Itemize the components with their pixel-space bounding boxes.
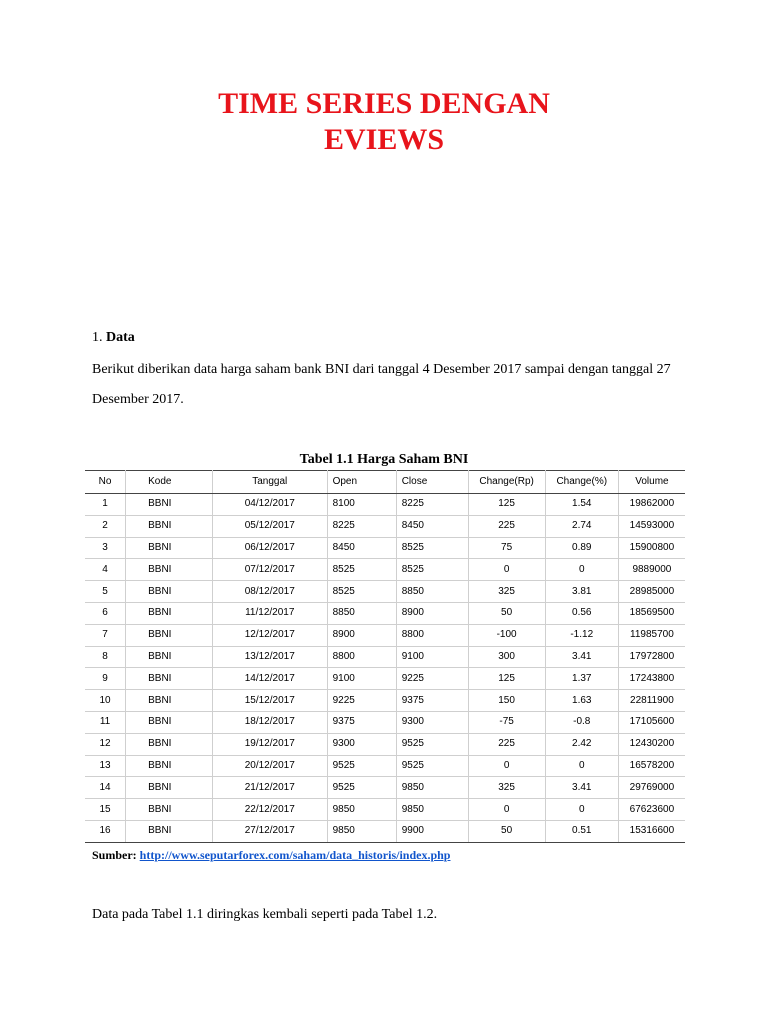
cell-kode: BBNI: [126, 602, 213, 624]
closing-paragraph: Data pada Tabel 1.1 diringkas kembali seperti pada Tabel 1.2.: [92, 907, 438, 922]
cell-tanggal: 13/12/2017: [212, 646, 327, 668]
cell-volume: 11985700: [618, 624, 685, 646]
cell-volume: 9889000: [618, 559, 685, 581]
table-caption: Tabel 1.1 Harga Saham BNI: [299, 452, 469, 467]
cell-close: 8800: [396, 624, 468, 646]
cell-no: 1: [85, 494, 126, 516]
cell-change-pct: 1.54: [545, 494, 618, 516]
cell-open: 9525: [327, 755, 396, 777]
source-link[interactable]: http://www.seputarforex.com/saham/data_historis/index.php: [139, 848, 451, 862]
cell-change-pct: -1.12: [545, 624, 618, 646]
table-row: [85, 494, 685, 516]
cell-tanggal: 15/12/2017: [212, 690, 327, 712]
table-header-row: [85, 471, 685, 494]
cell-open: 9300: [327, 733, 396, 755]
cell-tanggal: 14/12/2017: [212, 668, 327, 690]
cell-close: 8850: [396, 581, 468, 603]
cell-change-pct: 0: [545, 755, 618, 777]
cell-change-rp: 50: [468, 820, 545, 842]
cell-volume: 15316600: [618, 820, 685, 842]
cell-open: 9225: [327, 690, 396, 712]
header-change-rp: Change(Rp): [468, 471, 545, 494]
cell-change-rp: 225: [468, 515, 545, 537]
cell-open: 8800: [327, 646, 396, 668]
header-no: No: [85, 471, 126, 494]
cell-change-rp: 0: [468, 755, 545, 777]
intro-paragraph: Berikut diberikan data harga saham bank BNI dari tanggal 4 Desember 2017 sampai dengan tanggal 27 Desember 2017.: [92, 362, 671, 407]
cell-close: 9850: [396, 799, 468, 821]
cell-volume: 14593000: [618, 515, 685, 537]
cell-kode: BBNI: [126, 646, 213, 668]
cell-tanggal: 18/12/2017: [212, 711, 327, 733]
section-number: 1.: [92, 330, 103, 345]
cell-no: 15: [85, 799, 126, 821]
source-note: [92, 848, 450, 863]
cell-no: 5: [85, 581, 126, 603]
cell-tanggal: 04/12/2017: [212, 494, 327, 516]
stock-price-table: [85, 470, 685, 843]
cell-volume: 17105600: [618, 711, 685, 733]
cell-open: 8100: [327, 494, 396, 516]
cell-kode: BBNI: [126, 515, 213, 537]
table-row: [85, 668, 685, 690]
cell-tanggal: 12/12/2017: [212, 624, 327, 646]
cell-kode: BBNI: [126, 820, 213, 842]
cell-close: 8900: [396, 602, 468, 624]
cell-open: 8525: [327, 559, 396, 581]
cell-tanggal: 21/12/2017: [212, 777, 327, 799]
cell-volume: 29769000: [618, 777, 685, 799]
table-row: [85, 646, 685, 668]
cell-volume: 28985000: [618, 581, 685, 603]
cell-no: 6: [85, 602, 126, 624]
cell-open: 9850: [327, 820, 396, 842]
cell-change-rp: 125: [468, 668, 545, 690]
cell-tanggal: 27/12/2017: [212, 820, 327, 842]
cell-volume: 12430200: [618, 733, 685, 755]
cell-change-pct: 2.42: [545, 733, 618, 755]
cell-tanggal: 06/12/2017: [212, 537, 327, 559]
cell-change-pct: 2.74: [545, 515, 618, 537]
cell-close: 9375: [396, 690, 468, 712]
cell-no: 4: [85, 559, 126, 581]
cell-change-pct: 1.63: [545, 690, 618, 712]
table-row: [85, 690, 685, 712]
cell-change-rp: 325: [468, 581, 545, 603]
cell-kode: BBNI: [126, 799, 213, 821]
cell-no: 7: [85, 624, 126, 646]
cell-open: 8225: [327, 515, 396, 537]
cell-open: 9375: [327, 711, 396, 733]
cell-tanggal: 22/12/2017: [212, 799, 327, 821]
cell-kode: BBNI: [126, 581, 213, 603]
header-tanggal: Tanggal: [212, 471, 327, 494]
table-row: [85, 733, 685, 755]
cell-change-pct: -0.8: [545, 711, 618, 733]
cell-change-rp: 150: [468, 690, 545, 712]
cell-close: 8525: [396, 537, 468, 559]
cell-kode: BBNI: [126, 668, 213, 690]
cell-kode: BBNI: [126, 494, 213, 516]
cell-close: 9850: [396, 777, 468, 799]
table-row: [85, 537, 685, 559]
cell-volume: 67623600: [618, 799, 685, 821]
cell-close: 8450: [396, 515, 468, 537]
header-open: Open: [327, 471, 396, 494]
cell-tanggal: 20/12/2017: [212, 755, 327, 777]
table-row: [85, 820, 685, 842]
cell-volume: 19862000: [618, 494, 685, 516]
cell-no: 16: [85, 820, 126, 842]
cell-kode: BBNI: [126, 537, 213, 559]
cell-open: 8850: [327, 602, 396, 624]
cell-change-pct: 0: [545, 559, 618, 581]
cell-close: 9100: [396, 646, 468, 668]
cell-no: 9: [85, 668, 126, 690]
header-change-pct: Change(%): [545, 471, 618, 494]
cell-change-pct: 1.37: [545, 668, 618, 690]
header-volume: Volume: [618, 471, 685, 494]
document-title-line-1: TIME SERIES DENGAN: [218, 87, 550, 120]
cell-volume: 15900800: [618, 537, 685, 559]
cell-kode: BBNI: [126, 559, 213, 581]
cell-change-rp: 325: [468, 777, 545, 799]
cell-close: 9900: [396, 820, 468, 842]
cell-no: 2: [85, 515, 126, 537]
cell-close: 9225: [396, 668, 468, 690]
cell-tanggal: 11/12/2017: [212, 602, 327, 624]
table-row: [85, 581, 685, 603]
header-close: Close: [396, 471, 468, 494]
cell-change-rp: 50: [468, 602, 545, 624]
cell-change-pct: 0.51: [545, 820, 618, 842]
section-heading: [92, 330, 135, 346]
table-row: [85, 559, 685, 581]
cell-open: 8525: [327, 581, 396, 603]
cell-close: 8525: [396, 559, 468, 581]
cell-tanggal: 07/12/2017: [212, 559, 327, 581]
cell-no: 13: [85, 755, 126, 777]
cell-volume: 22811900: [618, 690, 685, 712]
cell-kode: BBNI: [126, 624, 213, 646]
cell-change-pct: 0.89: [545, 537, 618, 559]
cell-tanggal: 08/12/2017: [212, 581, 327, 603]
cell-no: 14: [85, 777, 126, 799]
cell-kode: BBNI: [126, 777, 213, 799]
cell-kode: BBNI: [126, 733, 213, 755]
table-row: [85, 602, 685, 624]
cell-change-pct: 3.41: [545, 646, 618, 668]
cell-change-rp: 300: [468, 646, 545, 668]
cell-open: 9100: [327, 668, 396, 690]
cell-close: 9300: [396, 711, 468, 733]
cell-change-rp: 225: [468, 733, 545, 755]
section-label: Data: [106, 330, 135, 345]
cell-change-rp: 75: [468, 537, 545, 559]
cell-no: 12: [85, 733, 126, 755]
table-row: [85, 799, 685, 821]
cell-open: 8450: [327, 537, 396, 559]
cell-open: 9850: [327, 799, 396, 821]
cell-change-pct: 3.81: [545, 581, 618, 603]
cell-change-pct: 0.56: [545, 602, 618, 624]
cell-kode: BBNI: [126, 711, 213, 733]
cell-change-rp: -100: [468, 624, 545, 646]
table-row: [85, 755, 685, 777]
cell-no: 11: [85, 711, 126, 733]
cell-tanggal: 05/12/2017: [212, 515, 327, 537]
table-row: [85, 624, 685, 646]
header-kode: Kode: [126, 471, 213, 494]
cell-close: 8225: [396, 494, 468, 516]
cell-no: 3: [85, 537, 126, 559]
cell-close: 9525: [396, 733, 468, 755]
cell-no: 10: [85, 690, 126, 712]
cell-change-pct: 0: [545, 799, 618, 821]
cell-tanggal: 19/12/2017: [212, 733, 327, 755]
table-row: [85, 515, 685, 537]
cell-change-pct: 3.41: [545, 777, 618, 799]
cell-kode: BBNI: [126, 690, 213, 712]
cell-open: 9525: [327, 777, 396, 799]
cell-change-rp: 125: [468, 494, 545, 516]
table-row: [85, 777, 685, 799]
cell-kode: BBNI: [126, 755, 213, 777]
cell-volume: 18569500: [618, 602, 685, 624]
cell-volume: 17972800: [618, 646, 685, 668]
source-label: Sumber:: [92, 848, 137, 862]
document-title-line-2: EVIEWS: [323, 123, 445, 156]
cell-no: 8: [85, 646, 126, 668]
cell-volume: 16578200: [618, 755, 685, 777]
cell-change-rp: -75: [468, 711, 545, 733]
table-row: [85, 711, 685, 733]
cell-change-rp: 0: [468, 559, 545, 581]
cell-open: 8900: [327, 624, 396, 646]
cell-close: 9525: [396, 755, 468, 777]
cell-change-rp: 0: [468, 799, 545, 821]
cell-volume: 17243800: [618, 668, 685, 690]
document-title: [0, 86, 768, 158]
